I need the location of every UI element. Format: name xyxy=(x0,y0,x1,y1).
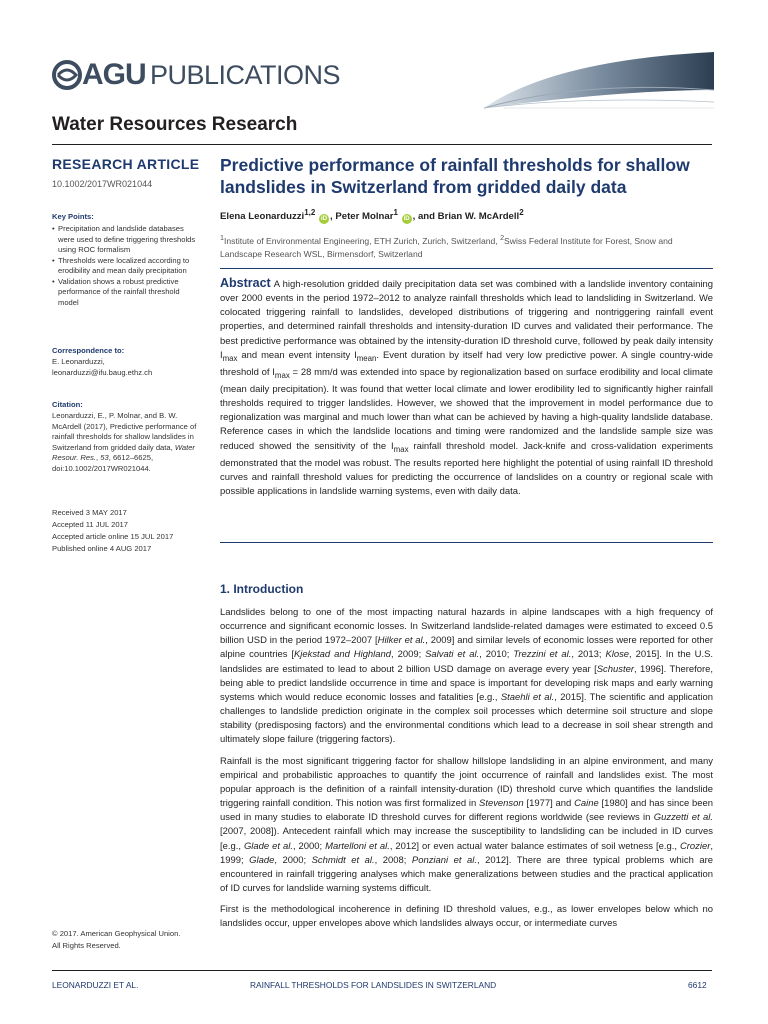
key-points-list xyxy=(52,224,202,308)
correspondence xyxy=(52,357,202,378)
author-affil-sup: 2 xyxy=(519,208,524,217)
correspondence-heading: Correspondence to: xyxy=(52,346,125,355)
citation-ref[interactable]: Klose xyxy=(605,649,630,661)
article-type: RESEARCH ARTICLE xyxy=(52,156,200,172)
paragraph: Rainfall is the most significant triggering factor for shallow hillslope landsliding in an alpine environment, and many empirical and probabilistic approaches to quantify the joint occurrence of rainfall and landslides exist. The most popular approach is the definition of a rainfall intensity-duration (ID) threshold curve which quantifies the landslide triggering rainfall condition. This notion was first formalized in Stevenson [1977] and Caine [1980] and has since been used in many studies to elaborate ID threshold curves for different regions worldwide (see reviews in Guzzetti et al. [2007, 2008]). Antecedent rainfall which may increase the susceptibility to landsliding can be included in ID curves [e.g., Glade et al., 2000; Martelloni et al., 2012] or even actual water balance estimates of soil wetness [e.g., Crozier, 1999; Glade, 2000; Schmidt et al., 2008; Ponziani et al., 2012]. There are three typical problems which are encountered in rainfall triggering analyses which make generalizations between studies and the practical application of ID curves for landslide warning systems difficult. xyxy=(220,755,714,894)
key-point-item: • Precipitation and landslide databases were used to define triggering thresholds using ROC formalism xyxy=(52,224,202,256)
abstract-text: A high-resolution gridded daily precipitation data set was combined with a landslide inventory containing over 2000 events in the period 1972–2012 to analyze rainfall thresholds which lead to landsliding in Switzerland. We colocated triggering rainfall to landslides, developed distributions of triggering and nontriggering rainfall event properties, and determined rainfall thresholds and intensity-duration ID curves and validated their performance. The best predictive performance was obtained by the intensity-duration ID threshold curve, followed by peak daily intensity I xyxy=(220,279,713,361)
citation-ref[interactable]: Crozier xyxy=(679,840,711,852)
citation-ref[interactable]: Martelloni et al. xyxy=(325,840,390,852)
citation-ref[interactable]: Glade xyxy=(249,854,275,866)
citation xyxy=(52,411,202,474)
copyright xyxy=(52,928,212,952)
received-date: Received 3 MAY 2017 xyxy=(52,508,127,517)
subscript: max xyxy=(393,444,409,454)
citation-ref[interactable]: Caine xyxy=(574,798,599,810)
footer-running-title: RAINFALL THRESHOLDS FOR LANDSLIDES IN SWITZERLAND xyxy=(250,980,497,990)
affil-sup: 1 xyxy=(220,234,224,242)
paragraph: Landslides belong to one of the most impacting natural hazards in alpine landscapes with a high frequency of occurrence and significant economic losses. In Switzerland landslide-related damages were estimated to exceed 0.5 billion USD in the period 1972–2007 [Hilker et al., 2009] and similar levels of economic losses were reported for other alpine countries [Kjekstad and Highland, 2009; Salvati et al., 2010; Trezzini et al., 2013; Klose, 2015]. In the U.S. landslides are estimated to lead to about 2 billion USD damage on average every year [Schuster, 1996]. Therefore, being able to predict landslide occurrence in time and space is important for developing risk maps and early warning systems which would reduce economic losses and fatalities [e.g., Staehli et al., 2015]. The scientific and application challenges to landslide prediction originate in the complex soil processes which determine soil structure and slope stability (predisposing factors) and the environmental conditions which lead to a decrease in soil shear strength and ultimately slope failure (triggering factors). xyxy=(220,607,713,746)
citation-ref[interactable]: Salvati et al. xyxy=(425,649,480,661)
citation-ref[interactable]: Stevenson xyxy=(479,798,524,810)
article-title: Predictive performance of rainfall thresholds for shallow landslides in Switzerland from gridded daily data xyxy=(220,155,690,197)
footer-divider xyxy=(52,970,712,971)
logo-agu-text: AGU xyxy=(82,58,146,91)
journal-title: Water Resources Research xyxy=(52,114,298,135)
citation-volume: 53 xyxy=(100,453,109,462)
citation-ref[interactable]: Kjekstad and Highland xyxy=(293,649,392,661)
article-doi[interactable]: 10.1002/2017WR021044 xyxy=(52,179,153,189)
citation-ref[interactable]: Staehli et al. xyxy=(500,691,555,703)
author-name[interactable]: , Peter Molnar xyxy=(330,211,394,223)
key-point-item: • Validation shows a robust predictive performance of the rainfall threshold model xyxy=(52,277,202,309)
abstract-text: and mean event intensity I xyxy=(237,349,357,361)
paragraph: First is the methodological incoherence in defining ID threshold values, e.g., as lower envelopes below which no landslides occur, upper envelopes above which landslides always occur, or intermediate curves xyxy=(220,904,713,930)
abstract xyxy=(220,276,713,499)
logo-publications-text: PUBLICATIONS xyxy=(150,60,341,90)
citation-ref[interactable]: Trezzini et al. xyxy=(513,649,572,661)
orcid-icon[interactable]: iD xyxy=(321,216,328,223)
orcid-icon[interactable]: iD xyxy=(403,216,410,223)
section-heading-introduction: 1. Introduction xyxy=(220,582,304,596)
abstract-top-rule xyxy=(220,268,713,269)
author-affil-sup: 1,2 xyxy=(304,208,316,217)
abstract-text: = 28 mm/d was extended into space by regionalization based on surface erodibility and local climate (mean daily precipitation). It was found that wetter local climate and lower erodibility led to significantly higher rainfall thresholds required to trigger landslides. However, we showed that the improvement in model performance due to regionalization was marginal and much lower than what can be achieved by having a high-quality landslide database. Reference cases in which the landslide locations and timing were randomized and the landslide sample size was reduced showed the sensitivity of the I xyxy=(220,366,713,452)
citation-ref[interactable]: Schmidt et al. xyxy=(311,854,375,866)
agu-globe-icon xyxy=(52,60,82,90)
affiliations xyxy=(220,232,700,261)
citation-ref[interactable]: Schuster xyxy=(596,663,634,675)
abstract-bottom-rule xyxy=(220,542,713,543)
abstract-text: rainfall threshold model. Jack-knife and cross-validation experiments demonstrated that the model was robust. The results reported here highlight the potential of using rainfall ID threshold curves and rainfall threshold values for predicting the occurrence of landslides on a country or regional scale with possible applications in landslide warning systems, even with daily data. xyxy=(220,440,713,497)
corr-email[interactable]: leonarduzzi@ifu.baug.ethz.ch xyxy=(52,367,153,377)
citation-heading: Citation: xyxy=(52,400,83,409)
accepted-online-date: Accepted article online 15 JUL 2017 xyxy=(52,532,174,541)
citation-text: Leonarduzzi, E., P. Molnar, and B. W. McArdell (2017), Predictive performance of rainfall thresholds for shallow landslides in Switzerland from gridded daily data, xyxy=(52,411,197,452)
author-list xyxy=(220,208,524,224)
accepted-date: Accepted 11 JUL 2017 xyxy=(52,520,128,529)
ocean-wave-graphic xyxy=(464,50,714,112)
affil-sup: 2 xyxy=(500,234,505,242)
citation-ref[interactable]: Glade et al. xyxy=(243,840,293,852)
copyright-line: All Rights Reserved. xyxy=(52,941,121,950)
author-affil-sup: 1 xyxy=(393,208,398,217)
citation-text: , xyxy=(96,453,101,462)
abstract-heading: Abstract xyxy=(220,276,271,290)
citation-journal: Water Resour. Res. xyxy=(52,442,195,462)
key-points-heading: Key Points: xyxy=(52,212,94,221)
affil-text: Swiss Federal Institute for Forest, Snow and Landscape Research WSL, Birmensdorf, Switzerland xyxy=(220,235,673,259)
citation-ref[interactable]: Hilker et al. xyxy=(377,635,426,647)
subscript: max xyxy=(222,353,238,363)
corr-name: E. Leonarduzzi, xyxy=(52,357,105,366)
footer-authors: LEONARDUZZI ET AL. xyxy=(52,980,139,990)
introduction-body xyxy=(220,606,713,938)
citation-text[interactable]: , 6612–6625, doi:10.1002/2017WR021044. xyxy=(52,453,154,473)
author-name[interactable]: Elena Leonarduzzi xyxy=(220,211,305,223)
affil-text: Institute of Environmental Engineering, ETH Zurich, Zurich, Switzerland, xyxy=(223,235,501,246)
copyright-line: © 2017. American Geophysical Union. xyxy=(52,929,181,938)
footer-page-number: 6612 xyxy=(688,980,707,990)
header-divider xyxy=(52,144,712,145)
article-history xyxy=(52,507,202,555)
citation-ref[interactable]: Ponziani et al. xyxy=(411,854,477,866)
abstract-text: . Event duration by itself had very low predictive power. A single country-wide threshold of I xyxy=(220,349,713,378)
citation-ref[interactable]: Guzzetti et al. xyxy=(653,812,714,824)
key-point-item: • Thresholds were localized according to erodibility and mean daily precipitation xyxy=(52,256,202,277)
subscript: max xyxy=(274,370,290,380)
published-date: Published online 4 AUG 2017 xyxy=(52,544,152,553)
subscript: mean xyxy=(356,353,377,363)
author-name[interactable]: , and Brian W. McArdell xyxy=(412,211,520,223)
